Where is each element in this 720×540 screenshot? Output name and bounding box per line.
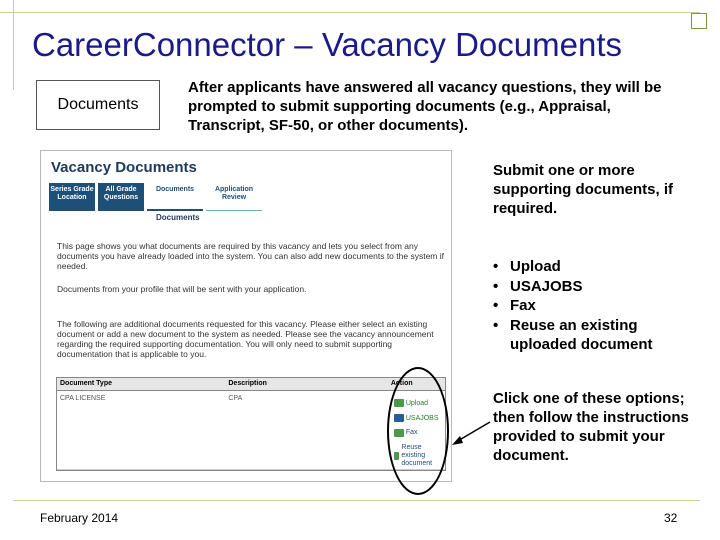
footer-date: February 2014 <box>40 511 119 525</box>
list-item: • Fax <box>493 296 703 316</box>
footer-rule <box>13 500 700 501</box>
tab-all-grade-questions[interactable]: All Grade Questions <box>98 183 144 211</box>
corner-decoration <box>691 13 707 29</box>
list-item: • Upload <box>493 257 703 277</box>
progress-tabs <box>49 183 265 211</box>
pointer-arrow-icon <box>450 420 495 450</box>
header-action: Action <box>390 380 413 387</box>
row-description: CPA <box>228 395 243 402</box>
header-document-type: Document Type <box>60 380 112 387</box>
screenshot-title: Vacancy Documents <box>51 159 197 176</box>
title-left-rule <box>13 0 14 90</box>
page-number: 32 <box>664 511 678 525</box>
tab-series-grade-location[interactable]: Series Grade Location <box>49 183 95 211</box>
page-description: This page shows you what documents are required by this vacancy and lets you select from any documents you have already loaded into the system. You can also add new documents to the system if needed. <box>57 241 444 271</box>
title-rule <box>0 12 700 13</box>
tab-application-review[interactable]: Application Review <box>206 183 262 211</box>
additional-documents-note: The following are additional documents requested for this vacancy. Please either select an existing document or add a new document to the system as needed. Please see the vacancy announcement regarding the required supporting documentation. You will only need to submit supporting documentation that is applicable to you. <box>57 319 434 359</box>
row-document-type: CPA LICENSE <box>60 395 106 402</box>
tab-sublabel: Documents <box>156 213 200 222</box>
fax-link[interactable]: Fax <box>405 429 418 436</box>
profile-documents-note: Documents from your profile that will be sent with your application. <box>57 284 307 294</box>
usajobs-link[interactable]: USAJOBS <box>405 414 439 422</box>
table-header <box>57 378 445 391</box>
intro-text: After applicants have answered all vacancy questions, they will be prompted to submit supporting documents (e.g., Appraisal, Transcript, SF-50, or other documents). <box>188 79 662 134</box>
header-description: Description <box>228 380 267 387</box>
side-text-submit: Submit one or more supporting documents, if required. <box>493 162 673 217</box>
options-list <box>493 257 703 355</box>
slide-title: CareerConnector – Vacancy Documents <box>32 26 623 63</box>
upload-link[interactable]: Upload <box>405 399 429 407</box>
reuse-link[interactable]: Reuse existing document <box>401 444 433 467</box>
list-item: • Reuse an existing uploaded document <box>493 316 703 355</box>
side-text-instructions: Click one of these options; then follow the instructions provided to submit your document. <box>493 390 689 464</box>
tab-documents[interactable]: Documents <box>147 183 203 211</box>
action-highlight-ellipse <box>387 367 449 495</box>
documents-label-box: Documents <box>36 80 160 130</box>
list-item: • USAJOBS <box>493 277 703 297</box>
